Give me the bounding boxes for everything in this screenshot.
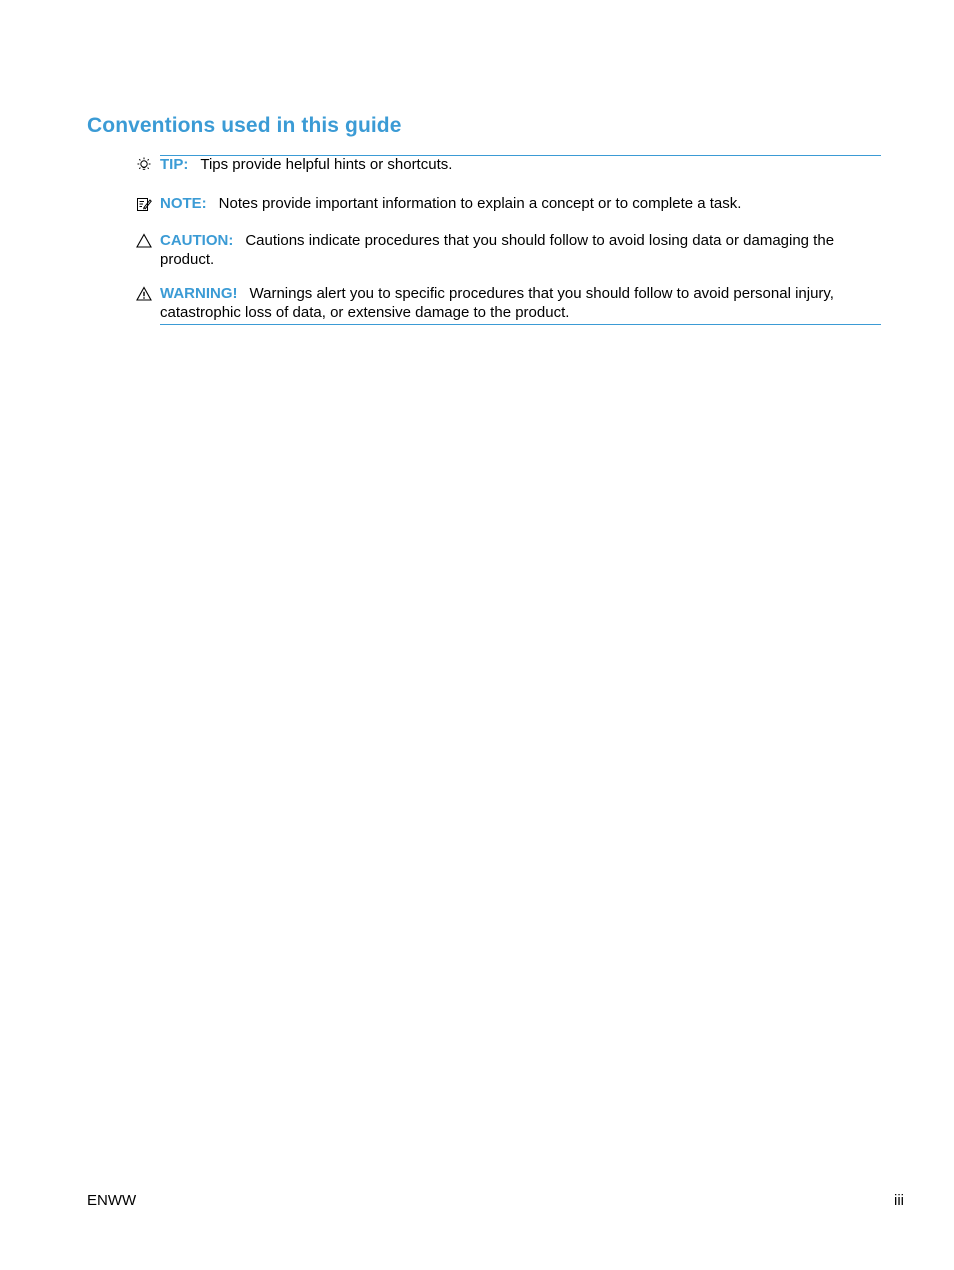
- note-note: [135, 194, 881, 213]
- note-text: Warnings alert you to specific procedures that you should follow to avoid personal injury, catastrophic loss of data, or extensive damage to the product.: [160, 285, 834, 321]
- caution-note: [135, 231, 881, 269]
- note-text: Cautions indicate procedures that you should follow to avoid losing data or damaging the product.: [160, 232, 835, 268]
- lightbulb-icon: [135, 156, 153, 174]
- note-text: Tips provide helpful hints or shortcuts.: [200, 156, 453, 173]
- footer-locale: ENWW: [87, 1192, 137, 1209]
- section-bottom-rule: [160, 324, 881, 325]
- caution-triangle-icon: [135, 232, 153, 250]
- note-pad-icon: [135, 195, 153, 213]
- warning-note: [135, 284, 881, 322]
- page-title: Conventions used in this guide: [87, 114, 402, 137]
- warning-triangle-icon: [135, 285, 153, 303]
- note-label: CAUTION:: [160, 232, 234, 249]
- note-text: Notes provide important information to explain a concept or to complete a task.: [218, 195, 742, 212]
- page-number: iii: [894, 1192, 904, 1209]
- note-label: TIP:: [160, 156, 189, 173]
- note-label: WARNING!: [160, 285, 238, 302]
- note-label: NOTE:: [160, 195, 207, 212]
- tip-note: [135, 155, 881, 174]
